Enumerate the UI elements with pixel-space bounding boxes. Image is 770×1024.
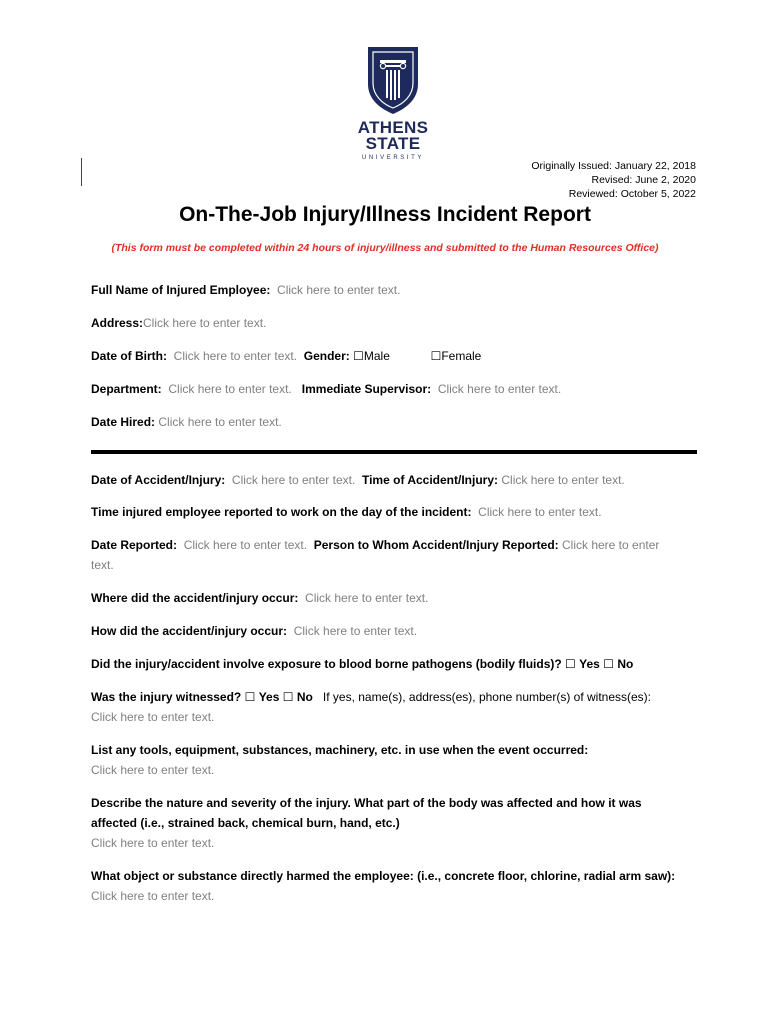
witnessed-yes-label: Yes bbox=[258, 690, 280, 704]
full-name-field[interactable]: Click here to enter text. bbox=[277, 283, 401, 297]
accident-date-row bbox=[91, 470, 697, 490]
page-title: On-The-Job Injury/Illness Incident Report bbox=[179, 203, 591, 226]
supervisor-field[interactable]: Click here to enter text. bbox=[437, 382, 562, 396]
blood-yes-label: Yes bbox=[579, 657, 600, 671]
female-checkbox[interactable]: ☐ bbox=[430, 349, 442, 363]
date-reported-label: Date Reported: bbox=[91, 538, 178, 552]
dob-gender-row bbox=[91, 346, 697, 366]
address-label: Address: bbox=[91, 316, 144, 330]
tools-field[interactable]: Click here to enter text. bbox=[91, 763, 215, 777]
section-divider bbox=[91, 450, 697, 454]
dob-label: Date of Birth: bbox=[91, 349, 167, 363]
male-label: Male bbox=[363, 349, 390, 363]
margin-bar bbox=[81, 158, 82, 186]
where-row bbox=[91, 588, 697, 608]
submission-note: (This form must be completed within 24 hours of injury/illness and submitted to the Human Resources Office) bbox=[111, 242, 659, 254]
tools-field-row bbox=[91, 760, 697, 780]
date-hired-label: Date Hired: bbox=[91, 415, 156, 429]
issue-dates bbox=[531, 159, 696, 201]
blood-no-checkbox[interactable]: ☐ bbox=[603, 657, 614, 671]
date-reported-row bbox=[91, 535, 697, 555]
revised-date: Revised: June 2, 2020 bbox=[591, 174, 696, 186]
witness-info-label: If yes, name(s), address(es), phone number(s) of witness(es): bbox=[322, 690, 652, 704]
how-label: How did the accident/injury occur: bbox=[91, 624, 288, 638]
department-field[interactable]: Click here to enter text. bbox=[168, 382, 292, 396]
how-field[interactable]: Click here to enter text. bbox=[293, 624, 418, 638]
where-field[interactable]: Click here to enter text. bbox=[305, 591, 429, 605]
witnessed-yes-checkbox[interactable]: ☐ bbox=[244, 690, 256, 704]
female-label: Female bbox=[441, 349, 482, 363]
tools-row bbox=[91, 740, 697, 760]
male-option[interactable] bbox=[353, 349, 390, 363]
witnessed-row bbox=[91, 687, 697, 707]
how-row bbox=[91, 621, 697, 641]
object-row bbox=[91, 866, 697, 886]
address-field[interactable]: Click here to enter text. bbox=[143, 316, 267, 330]
date-hired-field[interactable]: Click here to enter text. bbox=[158, 415, 282, 429]
shield-pillar-icon bbox=[365, 44, 421, 116]
describe-row bbox=[91, 793, 697, 813]
reviewed-date: Reviewed: October 5, 2022 bbox=[568, 188, 696, 200]
witness-field-row bbox=[91, 707, 697, 727]
time-reported-field[interactable]: Click here to enter text. bbox=[478, 505, 602, 519]
dob-field[interactable]: Click here to enter text. bbox=[173, 349, 298, 363]
describe-label-line1: Describe the nature and severity of the injury. What part of the body was affected and how it was bbox=[91, 796, 642, 810]
athens-state-logo bbox=[352, 44, 434, 161]
full-name-label: Full Name of Injured Employee: bbox=[91, 283, 271, 297]
object-field-row bbox=[91, 886, 697, 906]
originally-issued: Originally Issued: January 22, 2018 bbox=[531, 160, 696, 172]
person-reported-field-wrap[interactable]: text. bbox=[91, 558, 114, 572]
gender-label: Gender: bbox=[303, 349, 350, 363]
object-label: What object or substance directly harmed the employee: (i.e., concrete floor, chlorine, radial arm saw): bbox=[91, 869, 676, 883]
blood-no-label: No bbox=[617, 657, 634, 671]
object-field[interactable]: Click here to enter text. bbox=[91, 889, 215, 903]
describe-row-2 bbox=[91, 813, 697, 833]
witnessed-label: Was the injury witnessed? bbox=[91, 690, 242, 704]
where-label: Where did the accident/injury occur: bbox=[91, 591, 299, 605]
describe-label-line2: affected (i.e., strained back, chemical burn, hand, etc.) bbox=[91, 816, 400, 830]
female-option[interactable] bbox=[431, 349, 482, 363]
department-row bbox=[91, 379, 697, 399]
date-accident-field[interactable]: Click here to enter text. bbox=[231, 473, 356, 487]
date-reported-field[interactable]: Click here to enter text. bbox=[183, 538, 308, 552]
witnessed-no-checkbox[interactable]: ☐ bbox=[282, 690, 294, 704]
describe-field-row bbox=[91, 833, 697, 853]
time-reported-row bbox=[91, 502, 697, 522]
blood-label: Did the injury/accident involve exposure to blood borne pathogens (bodily fluids)? bbox=[91, 657, 562, 671]
tools-label: List any tools, equipment, substances, machinery, etc. in use when the event occurred: bbox=[91, 743, 589, 757]
blood-row bbox=[91, 654, 697, 674]
person-reported-field[interactable]: Click here to enter bbox=[562, 538, 660, 552]
time-accident-label: Time of Accident/Injury: bbox=[361, 473, 499, 487]
date-hired-row bbox=[91, 412, 697, 432]
time-reported-label: Time injured employee reported to work on the day of the incident: bbox=[91, 505, 472, 519]
full-name-row bbox=[91, 280, 697, 300]
blood-yes-checkbox[interactable]: ☐ bbox=[565, 657, 576, 671]
address-row bbox=[91, 313, 697, 333]
person-reported-label: Person to Whom Accident/Injury Reported: bbox=[313, 538, 559, 552]
logo-name-line1: ATHENS bbox=[357, 118, 429, 137]
date-accident-label: Date of Accident/Injury: bbox=[91, 473, 226, 487]
male-checkbox[interactable]: ☐ bbox=[353, 349, 364, 363]
person-reported-wrap-row bbox=[91, 555, 697, 575]
time-accident-field[interactable]: Click here to enter text. bbox=[501, 473, 625, 487]
describe-field[interactable]: Click here to enter text. bbox=[91, 836, 215, 850]
department-label: Department: bbox=[91, 382, 162, 396]
logo-name-line3: UNIVERSITY bbox=[361, 155, 424, 161]
witness-field[interactable]: Click here to enter text. bbox=[91, 710, 215, 724]
logo-name-line2: STATE bbox=[365, 134, 421, 153]
supervisor-label: Immediate Supervisor: bbox=[301, 382, 432, 396]
witnessed-no-label: No bbox=[296, 690, 313, 704]
